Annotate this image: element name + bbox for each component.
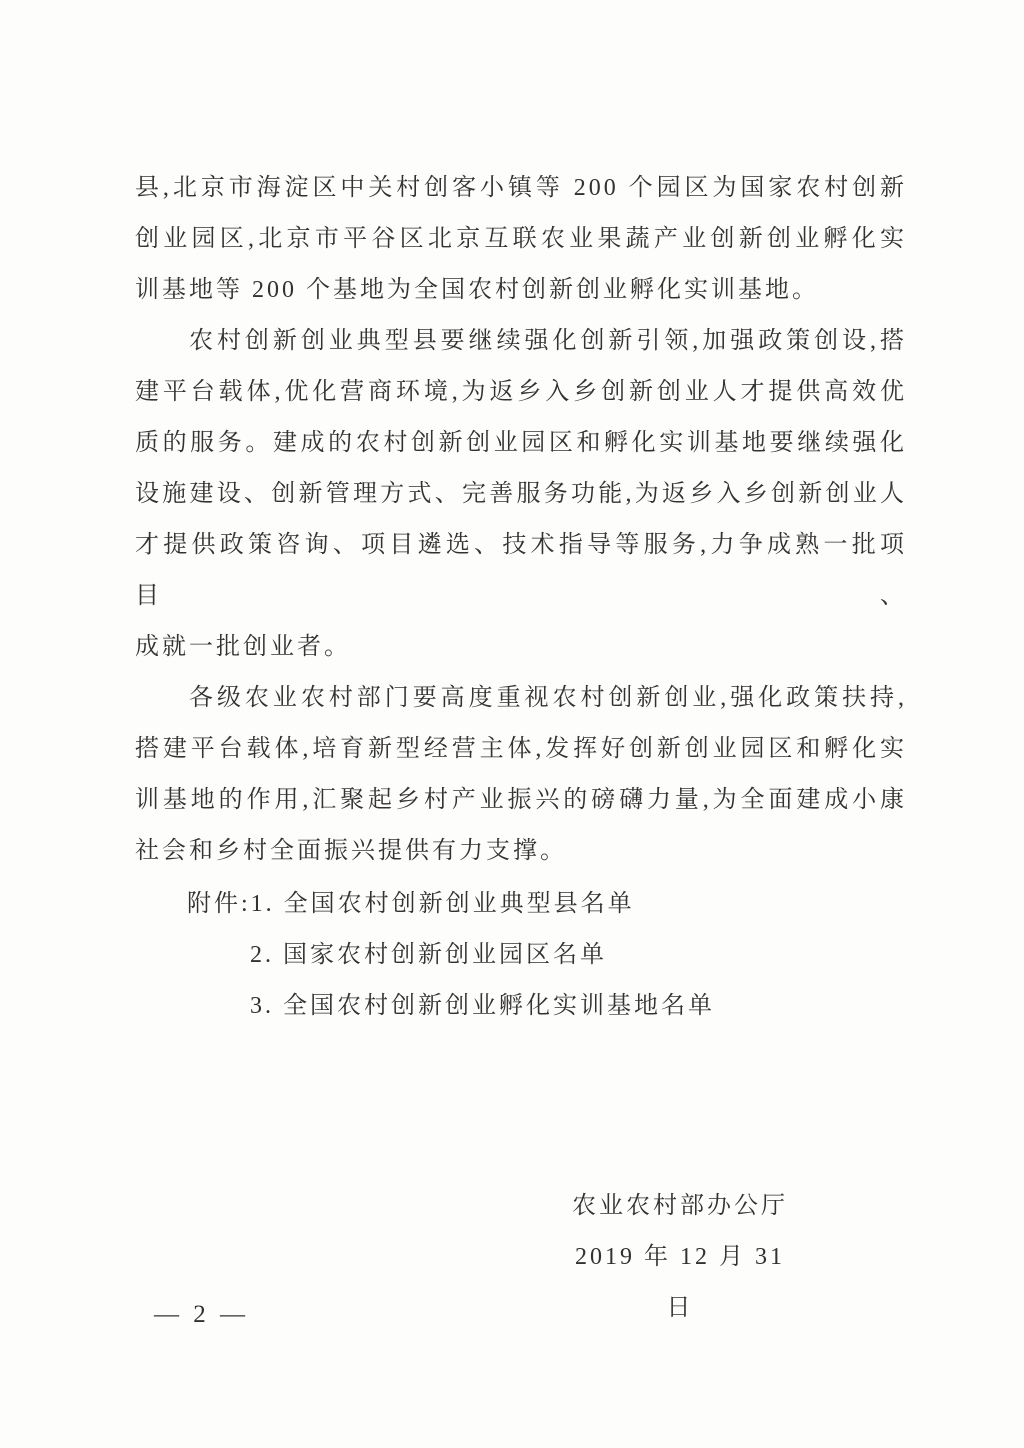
body-line: 建平台载体,优化营商环境,为返乡入乡创新创业人才提供高效优 [135, 379, 907, 405]
attachment-item-1: 附件:1. 全国农村创新创业典型县名单 [187, 891, 635, 917]
signature-issuer: 农业农村部办公厅 [572, 1193, 788, 1219]
body-line: 各级农业农村部门要高度重视农村创新创业,强化政策扶持, [189, 685, 907, 711]
body-line: 农村创新创业典型县要继续强化创新引领,加强政策创设,搭 [189, 328, 907, 354]
body-line: 县,北京市海淀区中关村创客小镇等 200 个园区为国家农村创新 [135, 175, 907, 201]
body-line: 创业园区,北京市平谷区北京互联农业果蔬产业创新创业孵化实 [135, 226, 907, 252]
attachment-list [135, 879, 907, 1032]
body-line: 才提供政策咨询、项目遴选、技术指导等服务,力争成熟一批项目、 [135, 532, 907, 609]
body-line: 训基地的作用,汇聚起乡村产业振兴的磅礴力量,为全面建成小康 [135, 787, 907, 813]
signature-block [560, 1181, 800, 1334]
signature-date: 2019 年 12 月 31 日 [575, 1244, 785, 1321]
body-line: 搭建平台载体,培育新型经营主体,发挥好创新创业园区和孵化实 [135, 736, 907, 762]
attachment-item-3: 3. 全国农村创新创业孵化实训基地名单 [250, 993, 715, 1019]
body-line: 训基地等 200 个基地为全国农村创新创业孵化实训基地。 [135, 277, 819, 303]
page-number: — 2 — [154, 1301, 249, 1328]
body-line: 质的服务。建成的农村创新创业园区和孵化实训基地要继续强化 [135, 430, 907, 456]
attachment-item-2: 2. 国家农村创新创业园区名单 [250, 942, 607, 968]
body-line: 设施建设、创新管理方式、完善服务功能,为返乡入乡创新创业人 [135, 481, 907, 507]
body-line: 成就一批创业者。 [135, 634, 351, 660]
body-line: 社会和乡村全面振兴提供有力支撑。 [135, 838, 567, 864]
document-body [135, 163, 907, 877]
